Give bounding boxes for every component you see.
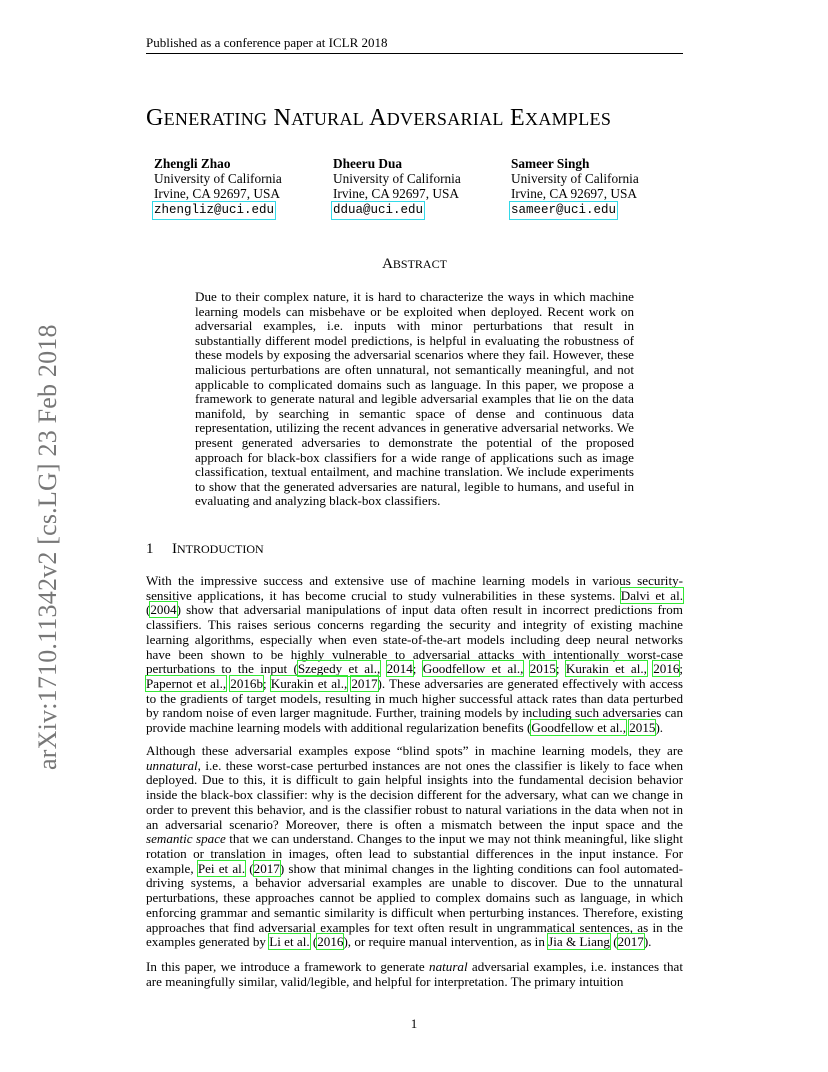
citation-link[interactable]: 2004 (150, 602, 177, 618)
abstract-text: Due to their complex nature, it is hard to characterize the ways in which machine learning models can misbehave or be exploited when deployed. Recent work on adversarial examples, i.e. inputs with minor perturbations that result in substantially different model predictions, is helpful in evaluating the robustness of these models by exposing the adversarial scenarios where they fail. However, these malicious perturbations are often unnatural, not semantically meaningful, and not applicable to complicated domains such as language. In this paper, we propose a framework to generate natural and legible adversarial examples that lie on the data manifold, by searching in semantic space of dense and continuous data representation, utilizing the recent advances in generative adversarial networks. We present generated adversaries to demonstrate the potential of the proposed approach for black-box classifiers for a wide range of applications such as image classification, textual entailment, and machine translation. We include experiments to show that the generated adversaries are natural, legible to humans, and useful in evaluating and analyzing black-box classifiers. (195, 289, 634, 509)
section-number: 1 (146, 541, 154, 557)
author-address: Irvine, CA 92697, USA (333, 186, 459, 201)
intro-paragraph-2: Although these adversarial examples expose “blind spots” in machine learning models, they are unnatural, i.e. these worst-case perturbed instances are not ones the classifier is likely to face when deployed. Due to this, it is difficult to gain helpful insights into the fundamental decision behavior inside the black-box classifier: why is the decision different for the adversary, what can we change in order to prevent this behavior, and is the classifier robust to natural variations in the data when not in an adversarial scenario? Moreover, there is often a mismatch between the input space and the semantic space that we can understand. Changes to the input we may not think meaningful, like slight rotation or translation in images, often lead to substantial differences in the input instance. For example, Pei et al. (2017) show that minimal changes in the lighting conditions can fool automated-driving systems, a behavior adversarial examples are unable to discover. Due to the unnatural perturbations, these approaches cannot be applied to complex domains such as language, in which enforcing grammar and semantic similarity is difficult when perturbing instances. Therefore, existing approaches that find adversarial examples for text often result in ungrammatical sentences, as in the examples generated by Li et al. (2016), or require manual intervention, as in Jia & Liang (2017). (146, 743, 683, 950)
citation-link[interactable]: 2016b (230, 676, 263, 692)
citation-link[interactable]: Goodfellow et al., (531, 720, 626, 736)
citation-link[interactable]: 2014 (386, 661, 413, 677)
citation-link[interactable]: 2015 (529, 661, 556, 677)
section-heading-introduction: 1 INTRODUCTION (146, 541, 264, 557)
emphasis-text: natural (429, 959, 468, 974)
author-email-link[interactable]: sameer@uci.edu (511, 203, 617, 217)
citation-link[interactable]: 2017 (351, 676, 378, 692)
author-address: Irvine, CA 92697, USA (511, 186, 637, 201)
emphasis-text: unnatural (146, 757, 198, 773)
abstract-heading: ABSTRACT (382, 256, 447, 272)
citation-link[interactable]: Goodfellow et al., (422, 661, 524, 677)
citation-link[interactable]: 2017 (617, 934, 644, 950)
intro-paragraph-3: In this paper, we introduce a framework to generate natural adversarial examples, i.e. instances that are meaningfully similar, valid/legible, and helpful for interpretation. The primary intuition (146, 959, 683, 989)
author-affiliation: University of California (154, 171, 282, 186)
author-affiliation: University of California (333, 171, 461, 186)
page-number: 1 (410, 1016, 418, 1031)
citation-link[interactable]: 2017 (253, 860, 280, 876)
author-name: Zhengli Zhao (154, 156, 231, 171)
citation-link[interactable]: Szegedy et al., (297, 661, 381, 677)
intro-paragraph-1: With the impressive success and extensive use of machine learning models in various security-sensitive applications, it has become crucial to study vulnerabilities in these systems. Dalvi et al. (2004) show that adversarial manipulations of input data often result in incorrect predictions from classifiers. This raises serious concerns regarding the security and integrity of existing machine learning algorithms, especially when even state-of-the-art models including deep neural networks have been shown to be highly vulnerable to adversarial attacks with intentionally worst-case perturbations to the input (Szegedy et al., 2014; Goodfellow et al., 2015; Kurakin et al., 2016; Papernot et al., 2016b; Kurakin et al., 2017). These adversaries are generated effectively with access to the gradients of target models, resulting in much higher successful attack rates than data perturbed by random noise of even larger magnitude. Further, training models by including such adversaries can provide machine learning models with additional regularization benefits (Goodfellow et al., 2015). (146, 573, 684, 736)
conference-header: Published as a conference paper at ICLR 2018 (146, 35, 388, 50)
paper-title: GENERATING NATURAL ADVERSARIAL EXAMPLES (146, 105, 612, 131)
author-email-link[interactable]: zhengliz@uci.edu (154, 203, 275, 217)
author-address: Irvine, CA 92697, USA (154, 186, 280, 201)
author-1 (154, 156, 282, 218)
author-affiliation: University of California (511, 171, 639, 186)
author-name: Sameer Singh (511, 156, 590, 171)
citation-link[interactable]: 2016 (317, 934, 344, 950)
arxiv-identifier-stamp: arXiv:1710.11342v2 [cs.LG] 23 Feb 2018 (33, 324, 62, 770)
emphasis-text: semantic space (146, 831, 226, 847)
citation-link[interactable]: Papernot et al., (146, 676, 227, 692)
author-block (154, 156, 674, 220)
author-2 (333, 156, 461, 218)
author-3 (511, 156, 639, 218)
citation-link[interactable]: 2015 (629, 720, 656, 736)
citation-link[interactable]: Kurakin et al., (565, 661, 647, 677)
citation-link[interactable]: Li et al. (269, 934, 310, 950)
header-rule (146, 53, 683, 54)
citation-link[interactable]: Jia & Liang (548, 934, 610, 950)
author-email-link[interactable]: ddua@uci.edu (333, 203, 424, 217)
citation-link[interactable]: 2016 (653, 661, 680, 677)
citation-link[interactable]: Kurakin et al., (270, 676, 348, 692)
author-name: Dheeru Dua (333, 156, 403, 171)
citation-link[interactable]: Pei et al. (197, 860, 246, 876)
citation-link[interactable]: Dalvi et al. (620, 587, 683, 603)
